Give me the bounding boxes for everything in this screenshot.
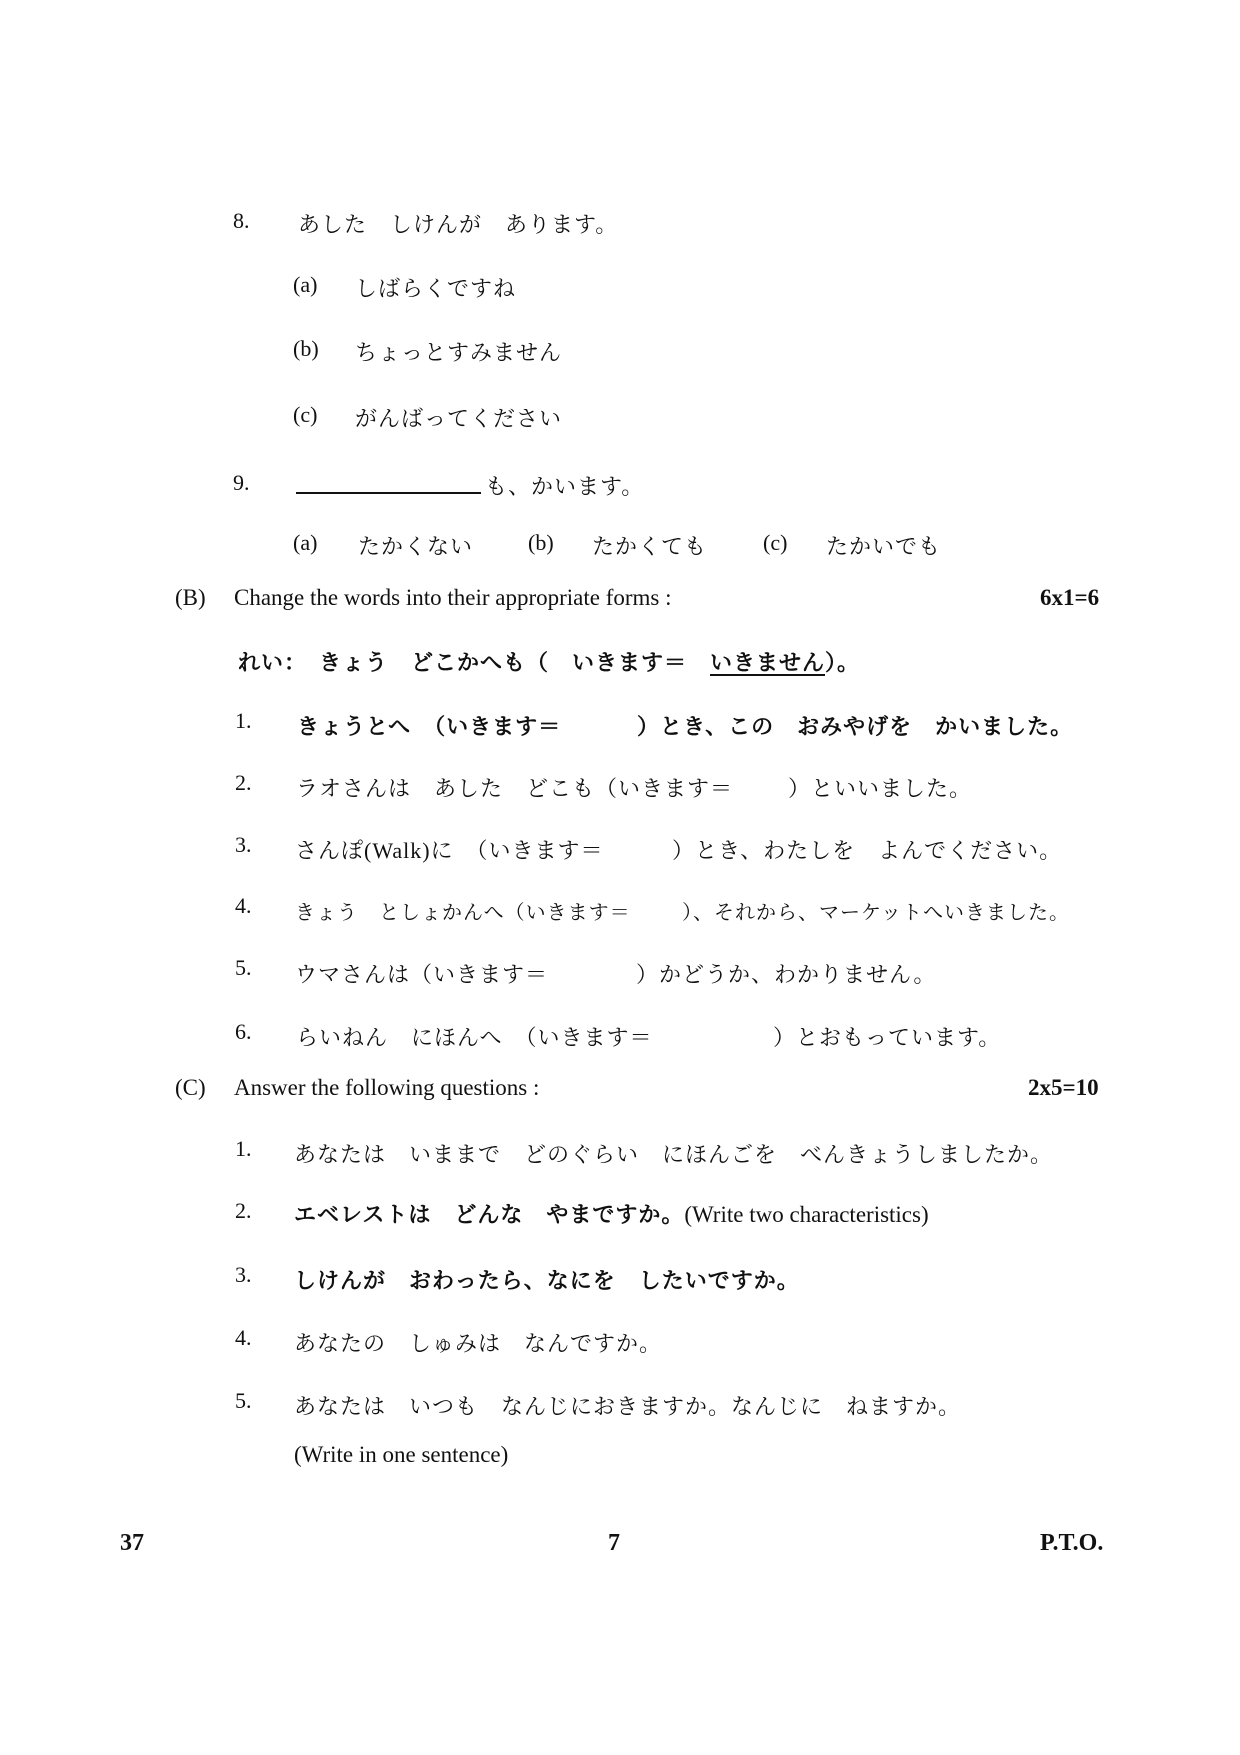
q8-option-b-text: ちょっとすみません — [355, 340, 563, 365]
q9-option-c-label: (c) — [763, 530, 788, 555]
b-item-2-after: ）といいました。 — [788, 776, 973, 801]
q9-number: 9. — [233, 470, 250, 495]
b-item-2-number: 2. — [235, 770, 252, 795]
section-c-instruction: Answer the following questions : — [234, 1075, 540, 1100]
q8-option-c-text: がんばってください — [355, 406, 563, 431]
b-item-4-after: ）、それから、マーケットへいきました。 — [682, 902, 1070, 924]
c-item-2-note: (Write two characteristics) — [684, 1202, 929, 1227]
section-b-example — [238, 646, 860, 677]
b-item-5-number: 5. — [235, 955, 252, 980]
c-item-1-number: 1. — [235, 1136, 252, 1161]
b-item-3-after: ）とき、わたしを よんでください。 — [672, 838, 1063, 863]
c-item-2-number: 2. — [235, 1198, 252, 1223]
b-item-3-number: 3. — [235, 832, 252, 857]
q8-number: 8. — [233, 208, 250, 233]
b-item-1-before: きょうとへ （いきます＝ — [297, 714, 562, 739]
b-item-6-number: 6. — [235, 1019, 252, 1044]
q9-option-c-text: たかいでも — [826, 534, 942, 559]
q9-sentence-tail: も、かいます。 — [485, 474, 645, 499]
b-item-4-number: 4. — [235, 893, 252, 918]
b-item-5-before: ウマさんは（いきます＝ — [295, 962, 549, 987]
footer-pto: P.T.O. — [1040, 1530, 1104, 1556]
section-c-marks: 2x5=10 — [1028, 1075, 1099, 1100]
q8-sentence: あした しけんが あります。 — [298, 212, 619, 237]
example-suffix: ）。 — [825, 650, 861, 675]
q9-option-b-text: たかくても — [592, 534, 708, 559]
section-b-label: (B) — [175, 585, 206, 610]
c-item-3-number: 3. — [235, 1262, 252, 1287]
q8-option-c-label: (c) — [293, 402, 318, 427]
b-item-6-before: らいねん にほんへ （いきます＝ — [296, 1025, 653, 1050]
footer-code: 37 — [120, 1530, 144, 1556]
c-item-4-number: 4. — [235, 1325, 252, 1350]
b-item-5-after: ）かどうか、わかりません。 — [636, 962, 937, 987]
q9-option-b-label: (b) — [528, 530, 554, 555]
q9-sentence — [296, 470, 644, 501]
section-b-marks: 6x1=6 — [1040, 585, 1100, 610]
b-item-6-after: ）とおもっています。 — [773, 1025, 1002, 1050]
c-item-1-text: あなたは いままで どのぐらい にほんごを べんきょうしましたか。 — [294, 1142, 1054, 1167]
example-answer: いきません — [710, 650, 826, 675]
c-item-2-line — [294, 1198, 929, 1229]
q8-option-a-label: (a) — [293, 272, 318, 297]
c-item-3-text: しけんが おわったら、なにを したいですか。 — [294, 1268, 800, 1293]
c-item-4-text: あなたの しゅみは なんですか。 — [294, 1331, 663, 1356]
footer-page-number: 7 — [608, 1530, 620, 1556]
q8-option-a-text: しばらくですね — [355, 276, 517, 301]
q9-blank — [296, 472, 481, 494]
section-c-label: (C) — [175, 1075, 206, 1100]
section-b-instruction: Change the words into their appropriate forms : — [234, 585, 672, 610]
q9-option-a-label: (a) — [293, 530, 318, 555]
c-item-5-number: 5. — [235, 1388, 252, 1413]
b-item-4-before: きょう としょかんへ（いきます＝ — [295, 902, 631, 924]
b-item-2-before: ラオさんは あした どこも（いきます＝ — [296, 776, 734, 801]
b-item-1-number: 1. — [235, 708, 252, 733]
example-prefix: れい： きょう どこかへも（ いきます＝ — [238, 650, 711, 675]
q8-option-b-label: (b) — [293, 336, 319, 361]
q9-option-a-text: たかくない — [358, 534, 474, 559]
c-item-5-note: (Write in one sentence) — [294, 1442, 509, 1467]
c-item-5-text: あなたは いつも なんじにおきますか。なんじに ねますか。 — [294, 1394, 962, 1419]
c-item-2-text: エベレストは どんな やまですか。 — [294, 1202, 685, 1227]
b-item-1-after: ）とき、この おみやげを かいました。 — [637, 714, 1074, 739]
b-item-3-before: さんぽ(Walk)に （いきます＝ — [295, 838, 604, 863]
